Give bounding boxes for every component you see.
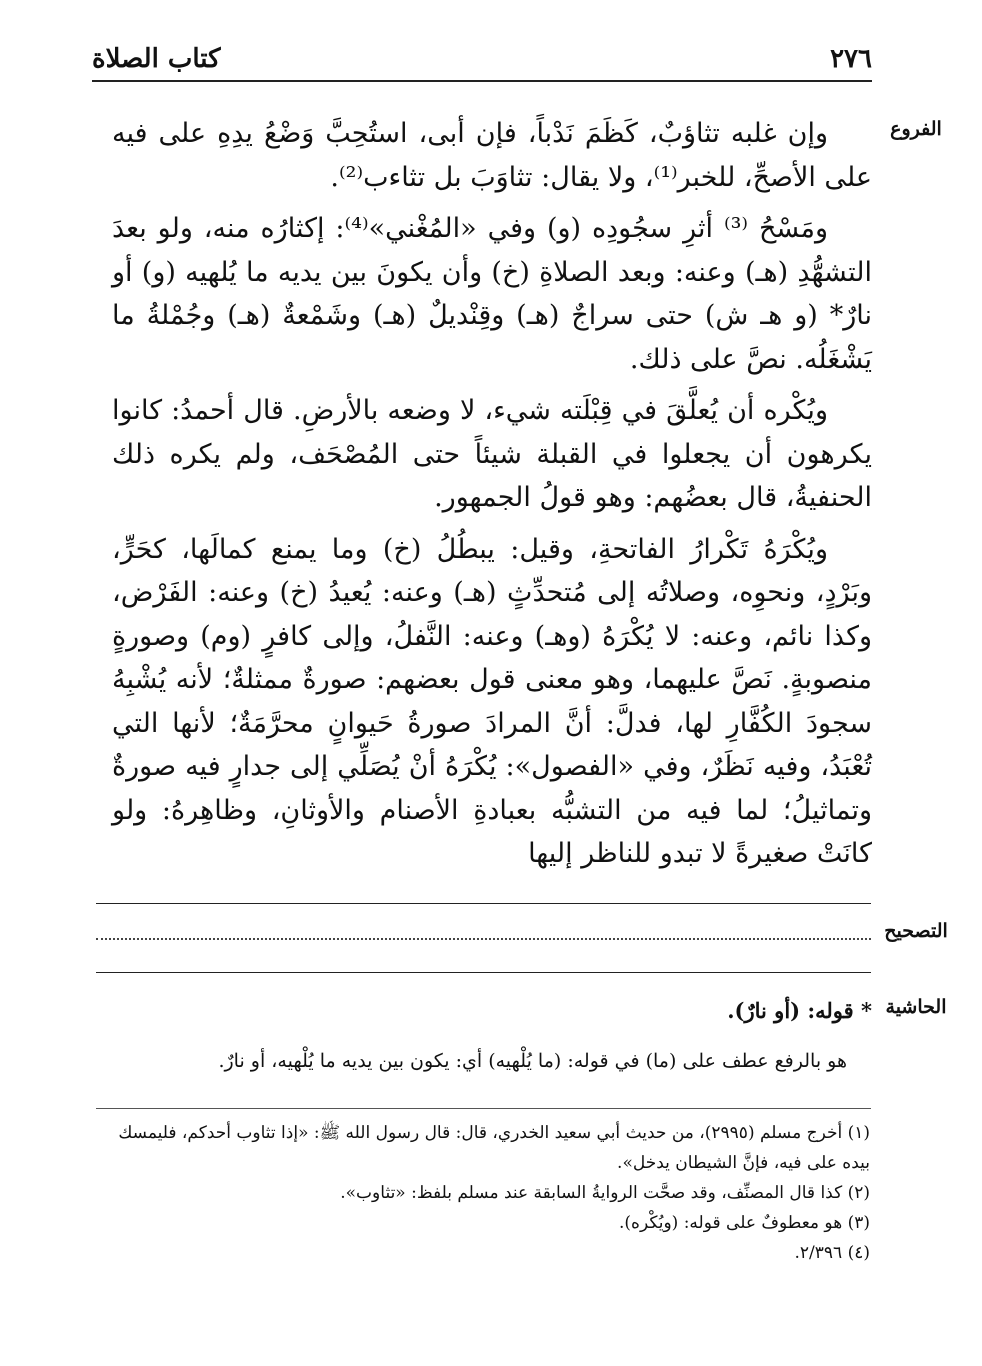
- page-number: ٢٧٦: [830, 44, 872, 74]
- footnote: (٢) كذا قال المصنِّف، وقد صحَّت الروايةُ السابقة عند مسلم بلفظ: «تثاوب».: [340, 1183, 870, 1203]
- hashiya-heading: * قوله: (أو نارٌ).: [727, 998, 872, 1023]
- correction-dotted-line: [96, 938, 871, 940]
- side-label-tashih: التصحيح: [884, 920, 948, 942]
- book-title: كتاب الصلاة: [92, 44, 221, 74]
- running-header: [92, 40, 872, 80]
- main-paragraph: وإن غلبه تثاؤبٌ، كَظَمَ نَدْباً، فإن أبى، استُحِبَّ وَضْعُ يدِهِ على فيه على الأصحِّ، للخبر⁽¹⁾، ولا يقال: تثاوَبَ بل تثاءب⁽²⁾.: [112, 118, 872, 193]
- main-text: [112, 112, 872, 884]
- footnote-rule: [96, 1108, 871, 1109]
- footnote: (٤) ٢/٣٩٦.: [794, 1243, 870, 1263]
- correction-top-rule: [96, 903, 871, 904]
- footnote: (١) أخرج مسلم (٢٩٩٥)، من حديث أبي سعيد الخدري، قال: قال رسول الله ﷺ: «إذا تثاوب أحدكم، فليمسك بيده على فيه، فإنَّ الشيطان يدخل».: [118, 1123, 870, 1173]
- main-paragraph: ومَسْحُ ⁽³⁾ أثرِ سجُودِه (و) وفي «المُغْني»⁽⁴⁾: إكثارُه منه، ولو بعدَ التشهُّدِ (هـ) وعنه: وبعد الصلاةِ (خ) وأن يكونَ بين يديه ما يُلهيه (و) أو نارٌ* (و هـ ش) حتى سراجٌ (هـ) وقِنْديلٌ (هـ) وشَمْعةٌ (هـ) وجُمْلةُ ما يَشْغَلُه. نصَّ على ذلك.: [112, 213, 872, 375]
- footnote: (٣) هو معطوفٌ على قوله: (ويُكْره).: [619, 1213, 870, 1233]
- footnotes: [110, 1118, 870, 1268]
- hashiya-body: هو بالرفع عطف على (ما) في قوله: (ما يُلْهيه) أي: يكون بين يديه ما يُلْهيه، أو نارٌ.: [218, 1050, 847, 1072]
- side-label-furu: الفروع: [890, 118, 942, 140]
- side-label-hashiya: الحاشية: [885, 996, 947, 1018]
- correction-bottom-rule: [96, 972, 871, 973]
- main-paragraph: ويُكْرَهُ تَكْرارُ الفاتحةِ، وقيل: يبطُلُ (خ) وما يمنع كمالَها، كحَرٍّ، وبَرْدٍ، ونحوِه، وصلاتُه إلى مُتحدِّثٍ (هـ) وعنه: يُعيدُ (خ) وعنه: الفَرْض، وكذا نائم، وعنه: لا يُكْرَهُ (وهـ) وعنه: النَّفلُ، وإلى كافرٍ (وم) وصورةٍ منصوبةٍ. نَصَّ عليهما، وهو معنى قول بعضهم: صورةٌ ممثلةٌ؛ لأنه يُشْبِهُ سجودَ الكُفَّارِ لها، فدلَّ: أنَّ المرادَ صورةُ حَيوانٍ محرَّمَةٌ؛ لأنها التي تُعْبَدُ، وفيه نَظَرٌ، وفي «الفصول»: يُكْرَهُ أنْ يُصَلِّي إلى جدارٍ فيه صورةٌ وتماثيلُ؛ لما فيه من التشبُّه بعبادةِ الأصنام والأوثانِ، وظاهِرهُ: ولو كانَتْ صغيرةً لا تبدو للناظر إليها: [112, 533, 872, 869]
- header-rule: [92, 80, 872, 82]
- main-paragraph: ويُكْره أن يُعلَّقَ في قِبْلَته شيء، لا وضعه بالأرضِ. قال أحمدُ: كانوا يكرهون أن يجعلوا في القبلة شيئاً حتى المُصْحَف، ولم يكره ذلك الحنفيةُ، قال بعضُهم: وهو قولُ الجمهور.: [112, 395, 872, 513]
